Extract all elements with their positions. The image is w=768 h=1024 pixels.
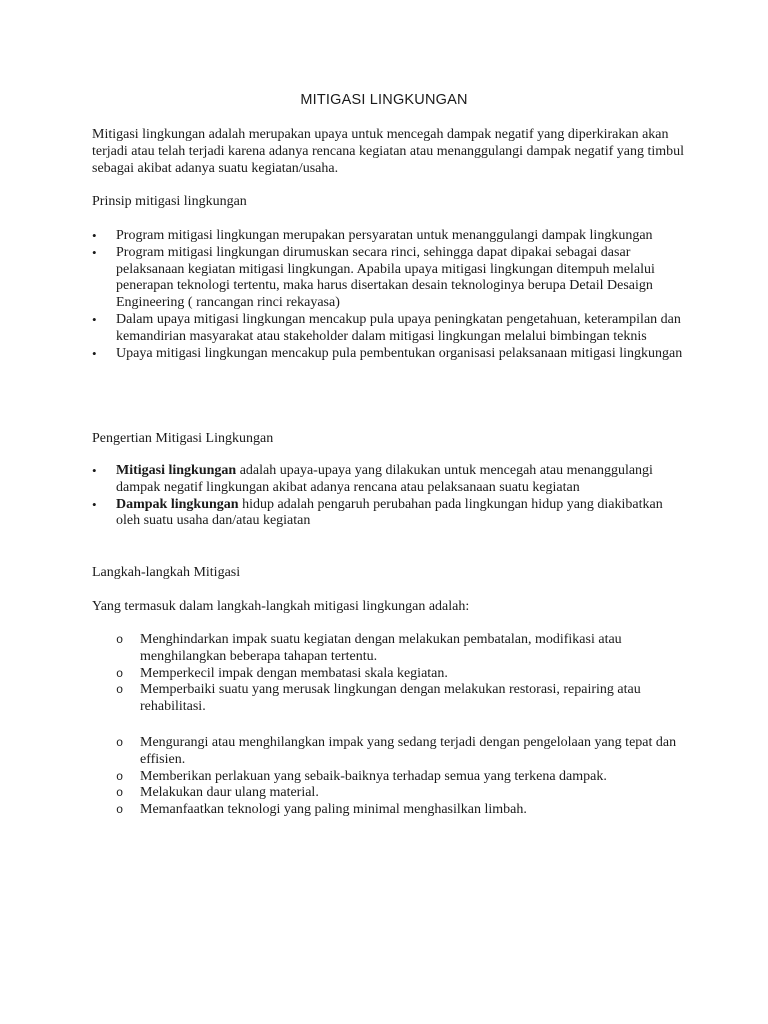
term-mitigasi-lingkungan: Mitigasi lingkungan (116, 463, 237, 478)
heading-prinsip: Prinsip mitigasi lingkungan (92, 194, 247, 209)
pengertian-list (92, 463, 684, 530)
list-item: o Memberikan perlakuan yang sebaik-baiknya terhadap semua yang terkena dampak. (92, 769, 684, 786)
list-item: o Memperkecil impak dengan membatasi skala kegiatan. (92, 666, 684, 683)
heading-langkah: Langkah-langkah Mitigasi (92, 565, 241, 580)
page-title: MITIGASI LINGKUNGAN (300, 92, 468, 108)
term-dampak-lingkungan: Dampak lingkungan (116, 496, 239, 512)
list-item (92, 463, 684, 497)
langkah-list-2 (92, 735, 684, 819)
langkah-list-1 (92, 632, 684, 716)
list-item: o Memanfaatkan teknologi yang paling minimal menghasilkan limbah. (92, 802, 684, 819)
list-item: o Memperbaiki suatu yang merusak lingkungan dengan melakukan restorasi, repairing atau rehabilitasi. (92, 682, 684, 716)
prinsip-list (92, 228, 684, 362)
heading-pengertian: Pengertian Mitigasi Lingkungan (92, 431, 274, 446)
list-item: • Program mitigasi lingkungan merupakan persyaratan untuk menanggulangi dampak lingkungan (92, 228, 684, 245)
list-item (92, 497, 684, 531)
definition-text: hidup adalah pengaruh perubahan pada lingkungan hidup yang diakibatkan oleh suatu usaha dan/atau kegiatan (116, 496, 663, 529)
list-item: • Upaya mitigasi lingkungan mencakup pula pembentukan organisasi pelaksanaan mitigasi lingkungan (92, 346, 684, 363)
intro-paragraph: Mitigasi lingkungan adalah merupakan upaya untuk mencegah dampak negatif yang diperkirakan akan terjadi atau telah terjadi karena adanya rencana kegiatan atau menanggulangi dampak negatif yang timbul sebagai akibat adanya suatu kegiatan/usaha. (92, 127, 685, 176)
langkah-intro: Yang termasuk dalam langkah-langkah mitigasi lingkungan adalah: (92, 599, 470, 614)
list-item: o Mengurangi atau menghilangkan impak yang sedang terjadi dengan pengelolaan yang tepat dan effisien. (92, 735, 684, 769)
definition-text: adalah upaya-upaya yang dilakukan untuk mencegah atau menanggulangi dampak negatif lingkungan akibat adanya rencana atau pelaksanaan suatu kegiatan (116, 463, 653, 495)
list-item: o Menghindarkan impak suatu kegiatan dengan melakukan pembatalan, modifikasi atau menghilangkan beberapa tahapan tertentu. (92, 632, 684, 666)
list-item: • Program mitigasi lingkungan dirumuskan secara rinci, sehingga dapat dipakai sebagai dasar pelaksanaan kegiatan mitigasi lingkungan. Apabila upaya mitigasi lingkungan ditempuh melalui penerapan teknologi tertentu, maka harus disertakan desain teknologinya berupa Detail Desaign Engineering ( rancangan rinci rekayasa) (92, 245, 684, 312)
list-item: o Melakukan daur ulang material. (92, 785, 684, 802)
list-item: • Dalam upaya mitigasi lingkungan mencakup pula upaya peningkatan pengetahuan, keterampilan dan kemandirian masyarakat atau stakeholder dalam mitigasi lingkungan melalui bimbingan teknis (92, 312, 684, 346)
